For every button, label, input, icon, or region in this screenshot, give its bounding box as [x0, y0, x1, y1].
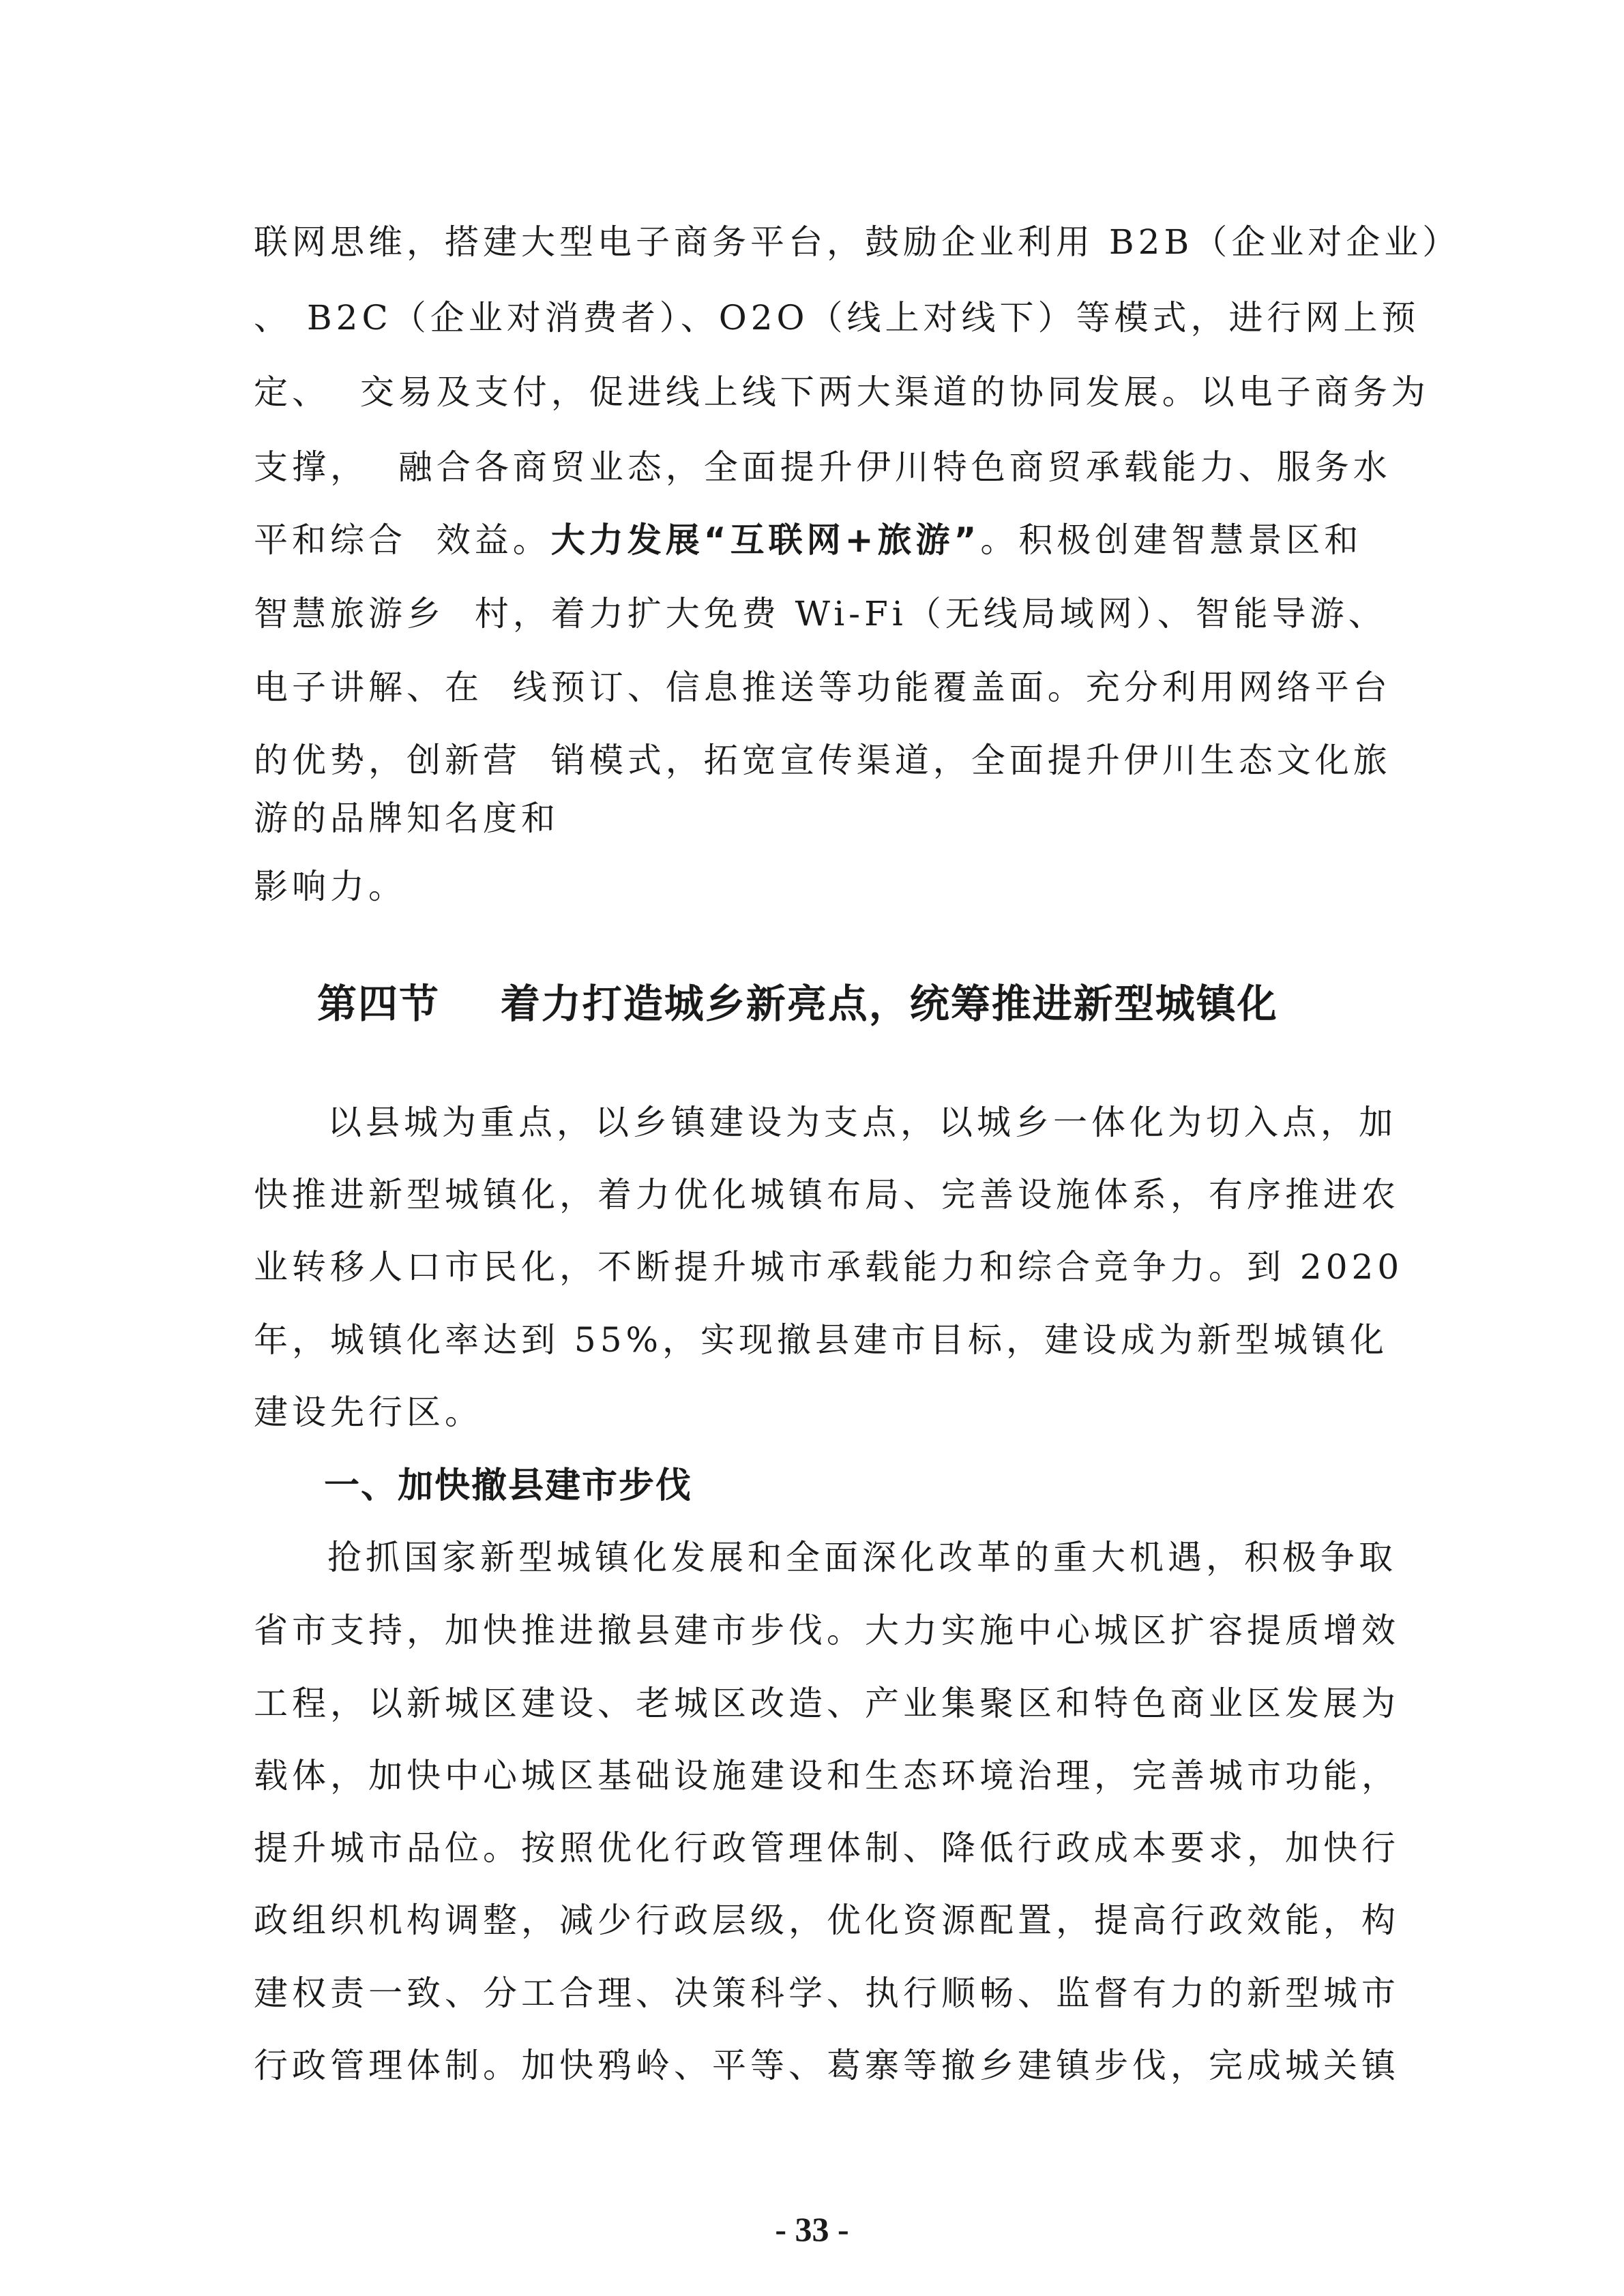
body-line: 工程，以新城区建设、老城区改造、产业集聚区和特色商业区发展为	[254, 1684, 1400, 1723]
body-line: 抢抓国家新型城镇化发展和全面深化改革的重大机遇，积极争取	[327, 1538, 1397, 1577]
body-line-with-bold	[254, 520, 1379, 561]
subsection-title: 一、加快撤县建市步伐	[324, 1465, 693, 1506]
body-line: 行政管理体制。加快鸦岭、平等、葛寨等撤乡建镇步伐，完成城关镇	[254, 2046, 1400, 2085]
body-line: 快推进新型城镇化，着力优化城镇布局、完善设施体系，有序推进农	[254, 1175, 1400, 1214]
body-line: 以县城为重点，以乡镇建设为支点，以城乡一体化为切入点，加	[327, 1103, 1397, 1142]
body-text: 。积极创建智慧景区和	[980, 520, 1363, 560]
body-line: 智慧旅游乡 村，着力扩大免费 Wi-Fi（无线局域网）、智能导游、	[254, 594, 1387, 633]
body-line: 影响力。	[254, 867, 407, 906]
body-line: 建设先行区。	[254, 1392, 483, 1432]
page-number: - 33 -	[775, 2210, 849, 2248]
body-text: 平和综合 效益。	[254, 520, 551, 560]
body-line: 、 B2C（企业对消费者）、O2O（线上对线下）等模式，进行网上预	[254, 298, 1420, 338]
body-line: 业转移人口市民化，不断提升城市承载能力和综合竞争力。到 2020	[254, 1247, 1404, 1287]
body-line: 年，城镇化率达到 55%，实现撤县建市目标，建设成为新型城镇化	[254, 1320, 1389, 1360]
section-title: 第四节 着力打造城乡新亮点，统筹推进新型城镇化	[317, 981, 1278, 1027]
bold-phrase: 大力发展“互联网+旅游”	[550, 520, 981, 560]
body-line: 支撑， 融合各商贸业态，全面提升伊川特色商贸承载能力、服务水	[254, 447, 1391, 487]
body-line: 省市支持，加快推进撤县建市步伐。大力实施中心城区扩容提质增效	[254, 1611, 1400, 1650]
body-line: 定、 交易及支付，促进线上线下两大渠道的协同发展。以电子商务为	[254, 372, 1430, 412]
body-line: 载体，加快中心城区基础设施建设和生态环境治理，完善城市功能，	[254, 1756, 1400, 1795]
body-line: 联网思维，搭建大型电子商务平台，鼓励企业利用 B2B（企业对企业）	[254, 222, 1461, 262]
body-line: 提升城市品位。按照优化行政管理体制、降低行政成本要求，加快行	[254, 1828, 1400, 1868]
body-line: 游的品牌知名度和	[254, 799, 559, 838]
body-line: 建权责一致、分工合理、决策科学、执行顺畅、监督有力的新型城市	[254, 1973, 1400, 2013]
body-line: 的优势，创新营 销模式，拓宽宣传渠道，全面提升伊川生态文化旅	[254, 741, 1391, 780]
body-line: 政组织机构调整，减少行政层级，优化资源配置，提高行政效能，构	[254, 1900, 1400, 1940]
body-line: 电子讲解、在 线预订、信息推送等功能覆盖面。充分利用网络平台	[254, 668, 1391, 707]
